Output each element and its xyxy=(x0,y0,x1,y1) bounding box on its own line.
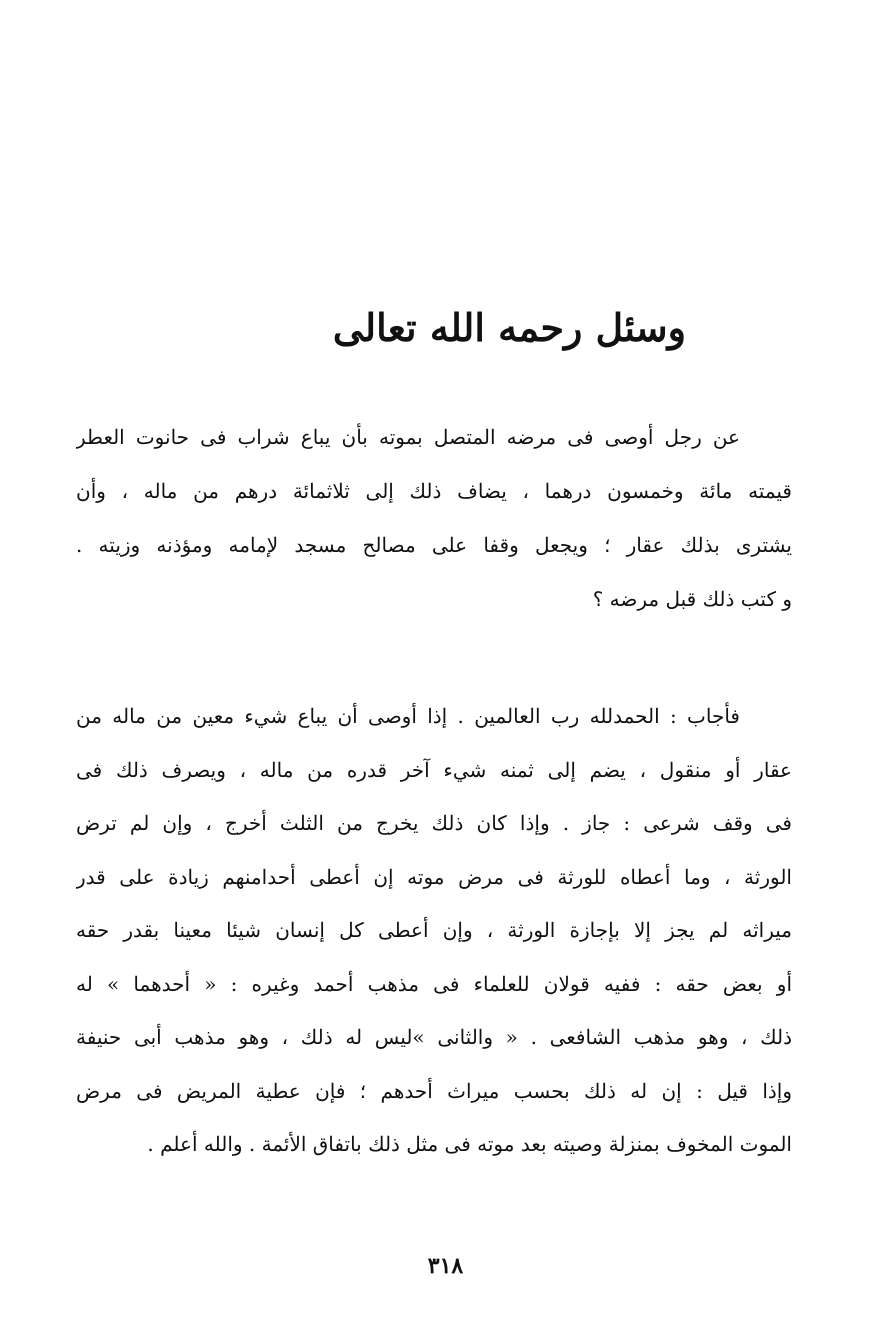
question-paragraph xyxy=(76,410,792,626)
answer-line: الورثة ، وما أعطاه للورثة فى مرض موته إن أعطى أحدامنهم زيادة على قدر xyxy=(76,864,792,889)
answer-line: ذلك ، وهو مذهب الشافعى . « والثانى »ليس له ذلك ، وهو مذهب أبى حنيفة xyxy=(76,1025,792,1049)
answer-line: فأجاب : الحمدلله رب العالمين . إذا أوصى أن يباع شيء معين من ماله من xyxy=(76,704,740,728)
question-line: عن رجل أوصى فى مرضه المتصل بموته بأن يباع شراب فى حانوت العطر xyxy=(76,425,740,449)
question-line: و كتب ذلك قبل مرضه ؟ xyxy=(592,587,792,611)
answer-line: فى وقف شرعى : جاز . وإذا كان ذلك يخرج من الثلث أخرج ، وإن لم ترض xyxy=(76,811,792,835)
answer-line: وإذا قيل : إن له ذلك بحسب ميراث أحدهم ؛ فإن عطية المريض فى مرض xyxy=(76,1078,792,1103)
answer-line: أو بعض حقه : ففيه قولان للعلماء فى مذهب أحمد وغيره : « أحدهما » له xyxy=(76,971,792,996)
answer-paragraph xyxy=(76,690,792,1172)
answer-line: ميراثه لم يجز إلا بإجازة الورثة ، وإن أعطى كل إنسان شيئا معينا بقدر حقه xyxy=(76,918,792,942)
answer-line: الموت المخوف بمنزلة وصيته بعد موته فى مثل ذلك باتفاق الأئمة . والله أعلم . xyxy=(147,1132,792,1156)
section-heading: وسئل رحمه الله تعالى xyxy=(332,305,686,350)
question-line: يشترى بذلك عقار ؛ ويجعل وقفا على مصالح مسجد لإمامه ومؤذنه وزيته . xyxy=(76,533,792,557)
page-number: ٣١٨ xyxy=(427,1253,464,1279)
answer-line: عقار أو منقول ، يضم إلى ثمنه شيء آخر قدره من ماله ، ويصرف ذلك فى xyxy=(76,757,792,782)
question-line: قيمته مائة وخمسون درهما ، يضاف ذلك إلى ثلاثمائة درهم من ماله ، وأن xyxy=(76,479,792,503)
